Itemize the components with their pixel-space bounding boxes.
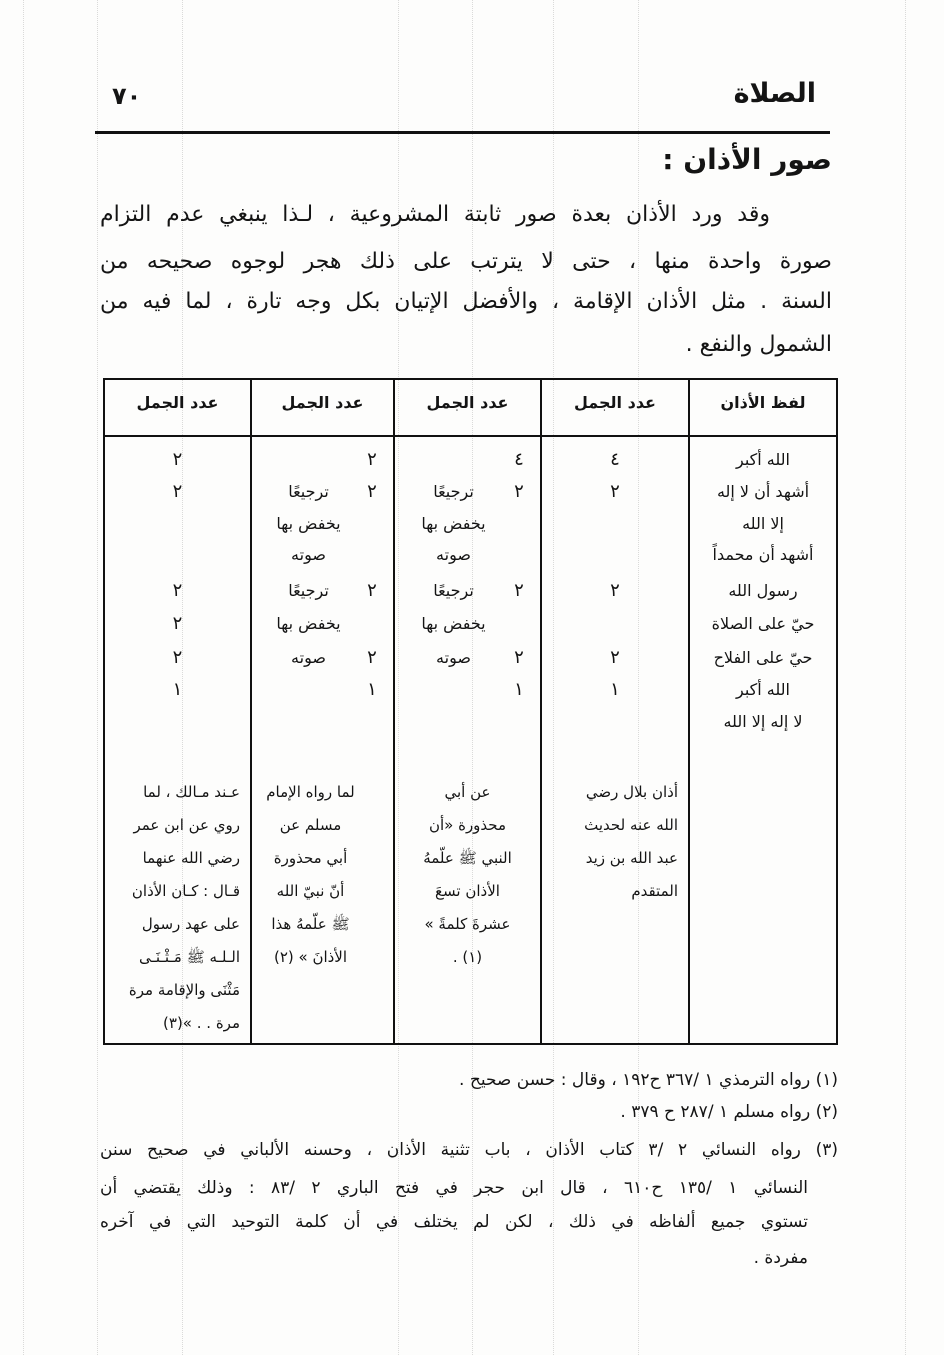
paragraph-line: وقد ورد الأذان بعدة صور ثابتة المشروعية ، لـذا ينبغي عدم التزام [100,202,770,227]
count-cell: ٢ [367,481,377,502]
note-cell: صوته [291,545,326,564]
source-line: النبي ﷺ علّمهُ [423,849,512,867]
phrase-cell: حيّ على الفلاح [713,648,813,667]
source-line: لما رواه الإمام [266,783,355,801]
count-cell: ١ [172,679,183,700]
footnote-3-line: تستوي جميع ألفاظه في ذلك ، لكن لم يختلف في أن كلمة التوحيد التي في آخره [100,1212,808,1232]
source-line: ﷺ علّمهُ هذا [271,915,350,933]
count-cell: ٢ [172,580,183,601]
phrase-cell: رسول الله [728,581,798,600]
paragraph-line: صورة واحدة منها ، حتى لا يترتب على ذلك هجر لوجوه صحيحه من [100,249,832,274]
footnote-1: (١) رواه الترمذي ١ /٣٦٧ ح١٩٢ ، وقال : حسن صحيح . [459,1070,838,1090]
running-header-title: الصلاة [733,78,816,109]
count-cell: ١ [367,679,377,700]
note-cell: ترجيعًا [433,581,474,600]
footnote-3-line: مفردة . [753,1248,808,1268]
phrase-cell: حيّ على الصلاة [711,614,815,633]
note-cell: ترجيعًا [288,581,329,600]
count-cell: ٢ [514,580,524,601]
count-cell: ٢ [367,449,377,470]
paragraph-line: السنة . مثل الأذان الإقامة ، والأفضل الإتيان بكل وجه تارة ، لما فيه من [100,289,832,314]
note-cell: صوته [436,648,471,667]
phrase-cell: إلا الله [742,514,784,533]
source-line: الـلـه ﷺ مَـثْـنَـى [139,948,240,966]
note-cell: يخفض بها [421,514,486,533]
note-cell: يخفض بها [421,614,486,633]
page-number: ٧٠ [112,82,142,110]
count-column-malik [105,380,250,1043]
count-cell: ٢ [610,580,620,601]
column-header: عدد الجمل [426,393,509,412]
source-line: أبي محذورة [273,849,348,867]
section-heading: صور الأذان : [662,143,832,176]
count-cell: ٢ [514,647,524,668]
scan-artifact-line [23,0,24,1355]
footnote-2: (٢) رواه مسلم ١ /٢٨٧ ح ٣٧٩ . [620,1102,838,1122]
note-cell: صوته [291,648,326,667]
source-line: الله عنه لحديث [584,816,678,834]
source-line: مسلم عن [279,816,342,834]
count-cell: ٤ [514,449,524,470]
source-line: عن أبي [444,783,491,801]
note-cell: يخفض بها [276,514,341,533]
table-header-rule [105,435,836,437]
source-line: عشرةَ كلمةً » [424,915,511,933]
phrase-column [688,380,836,1043]
count-column-abu-mahdhura [393,380,540,1043]
column-header: عدد الجمل [136,393,219,412]
note-cell: صوته [436,545,471,564]
phrase-cell: الله أكبر [736,680,790,699]
count-cell: ٢ [172,449,183,470]
source-line: أذان بلال رضي [585,783,678,801]
count-cell: ٢ [367,580,377,601]
note-cell: ترجيعًا [288,482,329,501]
footnote-3-line: النسائي ١ /١٣٥ ح٦١٠ ، قال ابن حجر في فتح الباري ٢ /٨٣ : وذلك يقتضي أن [100,1178,809,1198]
count-cell: ٢ [172,481,183,502]
phrase-cell: أشهد أن لا إله [716,482,810,501]
source-line: عـند مـالك ، لما [143,783,240,801]
phrase-cell: أشهد أن محمداً [712,545,814,564]
column-header: عدد الجمل [574,393,656,412]
source-line: على عهد رسول [141,915,240,933]
column-header: عدد الجمل [281,393,364,412]
source-line: (١) . [452,948,483,966]
count-cell: ١ [610,679,620,700]
count-cell: ٢ [610,647,620,668]
scan-artifact-line [905,0,906,1355]
source-line: مَثْنَى والإقامة مرة [128,981,240,999]
source-line: الأذانَ » (٢) [273,948,348,966]
source-line: أنّ نبيّ الله [276,882,345,900]
count-cell: ٢ [610,481,620,502]
source-line: رضي الله عنهما [142,849,240,867]
footnote-3-line: (٣) رواه النسائي ٢ /٣ كتاب الأذان ، باب تثنية الأذان ، وحسنه الألباني في صحيح سنن [100,1140,838,1160]
phrase-cell: لا إله إلا الله [723,712,803,731]
source-line: قـال : كـان الأذان [131,882,240,900]
phrase-cell: الله أكبر [736,450,790,469]
count-cell: ٢ [172,613,183,634]
count-cell: ٢ [514,481,524,502]
source-line: محذورة «أن [428,816,507,834]
source-line: عبد الله بن زيد [585,849,678,867]
count-cell: ٢ [367,647,377,668]
header-rule [95,131,830,134]
column-header: لفظ الأذان [720,393,806,412]
count-cell: ٤ [610,449,620,470]
count-cell: ٢ [172,647,183,668]
source-line: المتقدم [631,882,678,900]
source-line: الأذان تسعَ [435,882,500,900]
count-cell: ١ [514,679,524,700]
note-cell: يخفض بها [276,614,341,633]
source-line: روي عن ابن عمر [133,816,240,834]
paragraph-line: الشمول والنفع . [685,332,832,357]
source-line: مرة . . »(٣) [163,1014,240,1032]
note-cell: ترجيعًا [433,482,474,501]
count-column-muslim [250,380,393,1043]
adhan-forms-table [103,378,838,1045]
scan-artifact-line [97,0,98,1355]
count-column-bilal [540,380,688,1043]
